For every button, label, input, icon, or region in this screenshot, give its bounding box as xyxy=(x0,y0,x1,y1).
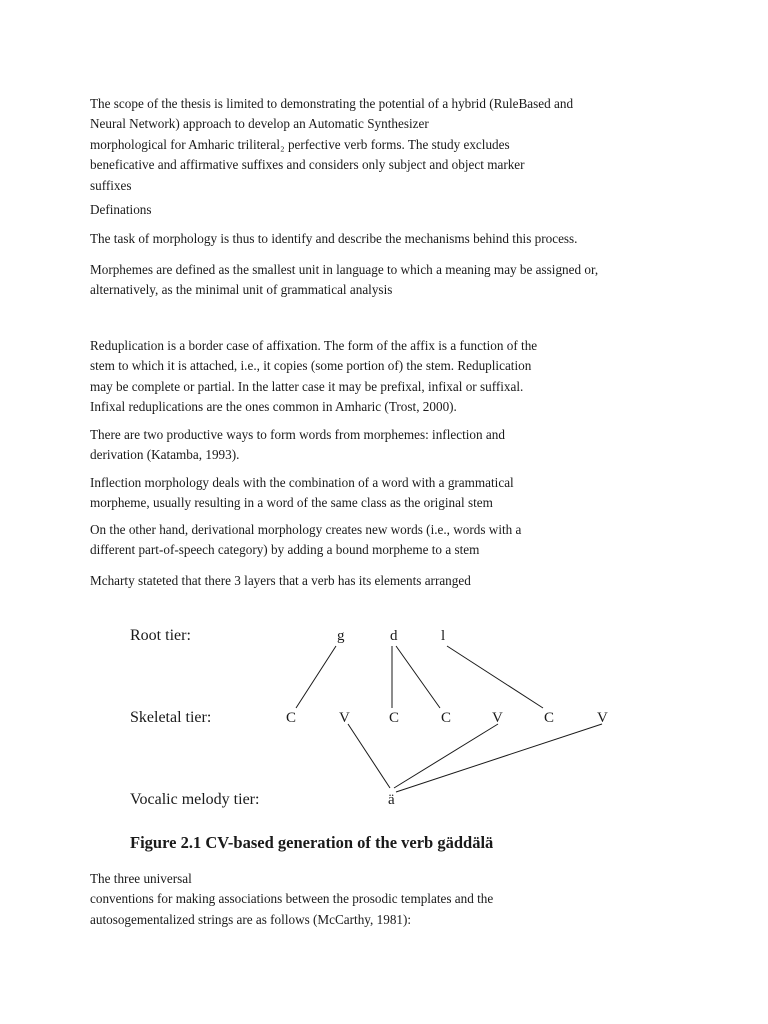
vocalic-vowel: ä xyxy=(388,792,395,808)
skeleton-slot-c2: C xyxy=(389,710,400,726)
text-line: There are two productive ways to form words from morphemes: inflection and xyxy=(90,427,505,442)
cv-tier-diagram xyxy=(120,612,640,862)
text-line: The three universal xyxy=(90,871,192,886)
text-line: conventions for making associations between the prosodic templates and the xyxy=(90,891,494,907)
heading-definations xyxy=(90,200,690,220)
association-line-d-c3 xyxy=(396,646,440,708)
text-line: autosogementalized strings are as follows (McCarthy, 1981): xyxy=(90,911,412,927)
paragraph-productive xyxy=(90,425,690,466)
root-letter-l: l xyxy=(441,628,446,644)
text-line: morpheme, usually resulting in a word of the same class as the original stem xyxy=(90,495,493,511)
text-line: The task of morphology is thus to identify and describe the mechanisms behind this process. xyxy=(90,231,578,246)
text-line: may be complete or partial. In the latter case it may be prefixal, infixal or suffixal. xyxy=(90,378,524,394)
skeletal-tier-label: Skeletal tier: xyxy=(130,709,212,726)
paragraph-derivation xyxy=(90,520,690,561)
text-line: Reduplication is a border case of affixation. The form of the affix is a function of the xyxy=(90,338,538,353)
text-line: Morphemes are defined as the smallest unit in language to which a meaning may be assigned or, xyxy=(90,262,599,277)
text-line: On the other hand, derivational morphology creates new words (i.e., words with a xyxy=(90,522,522,537)
text-line: Inflection morphology deals with the combination of a word with a grammatical xyxy=(90,475,514,490)
figure-caption: Figure 2.1 CV-based generation of the verb gäddälä xyxy=(130,833,494,852)
text-line: stem to which it is attached, i.e., it copies (some portion of) the stem. Reduplication xyxy=(90,358,532,374)
association-line-g-c1 xyxy=(296,646,336,708)
paragraph-reduplication xyxy=(90,336,690,418)
skeleton-slot-v3: V xyxy=(597,710,608,726)
text-line: The scope of the thesis is limited to demonstrating the potential of a hybrid (RuleBased and xyxy=(90,96,574,111)
skeleton-slot-c3: C xyxy=(441,710,452,726)
paragraph-task xyxy=(90,229,690,249)
text-line: Definations xyxy=(90,202,152,217)
root-letter-g: g xyxy=(337,628,345,644)
text-line: Neural Network) approach to develop an Automatic Synthesizer xyxy=(90,116,429,132)
association-line-v3-vowel xyxy=(396,724,602,792)
text-line: alternatively, as the minimal unit of grammatical analysis xyxy=(90,282,393,298)
text-line: Mcharty stateted that there 3 layers that a verb has its elements arranged xyxy=(90,573,471,588)
cv-tier-figure xyxy=(120,612,640,862)
association-line-v2-vowel xyxy=(394,724,498,788)
skeleton-slot-c4: C xyxy=(544,710,555,726)
text-line: Infixal reduplications are the ones common in Amharic (Trost, 2000). xyxy=(90,399,457,415)
paragraph-mcharty xyxy=(90,571,690,591)
skeleton-slot-v1: V xyxy=(339,710,350,726)
paragraph-scope xyxy=(90,94,690,196)
paragraph-inflection xyxy=(90,473,690,514)
skeleton-slot-v2: V xyxy=(492,710,503,726)
text-line: suffixes xyxy=(90,177,132,193)
vocalic-tier-label: Vocalic melody tier: xyxy=(130,791,260,808)
skeleton-slot-c1: C xyxy=(286,710,297,726)
text-line: different part-of-speech category) by adding a bound morpheme to a stem xyxy=(90,542,480,558)
association-line-v1-vowel xyxy=(348,724,390,788)
text-line: beneficative and affirmative suffixes and considers only subject and object marker xyxy=(90,157,525,173)
root-tier-label: Root tier: xyxy=(130,627,191,644)
text-line: derivation (Katamba, 1993). xyxy=(90,447,240,463)
paragraph-universal-conventions xyxy=(90,869,690,930)
text-line: morphological for Amharic triliteral₂ perfective verb forms. The study excludes xyxy=(90,136,510,152)
root-letter-d: d xyxy=(390,628,398,644)
paragraph-morphemes xyxy=(90,260,690,301)
association-line-l-c4 xyxy=(447,646,543,708)
